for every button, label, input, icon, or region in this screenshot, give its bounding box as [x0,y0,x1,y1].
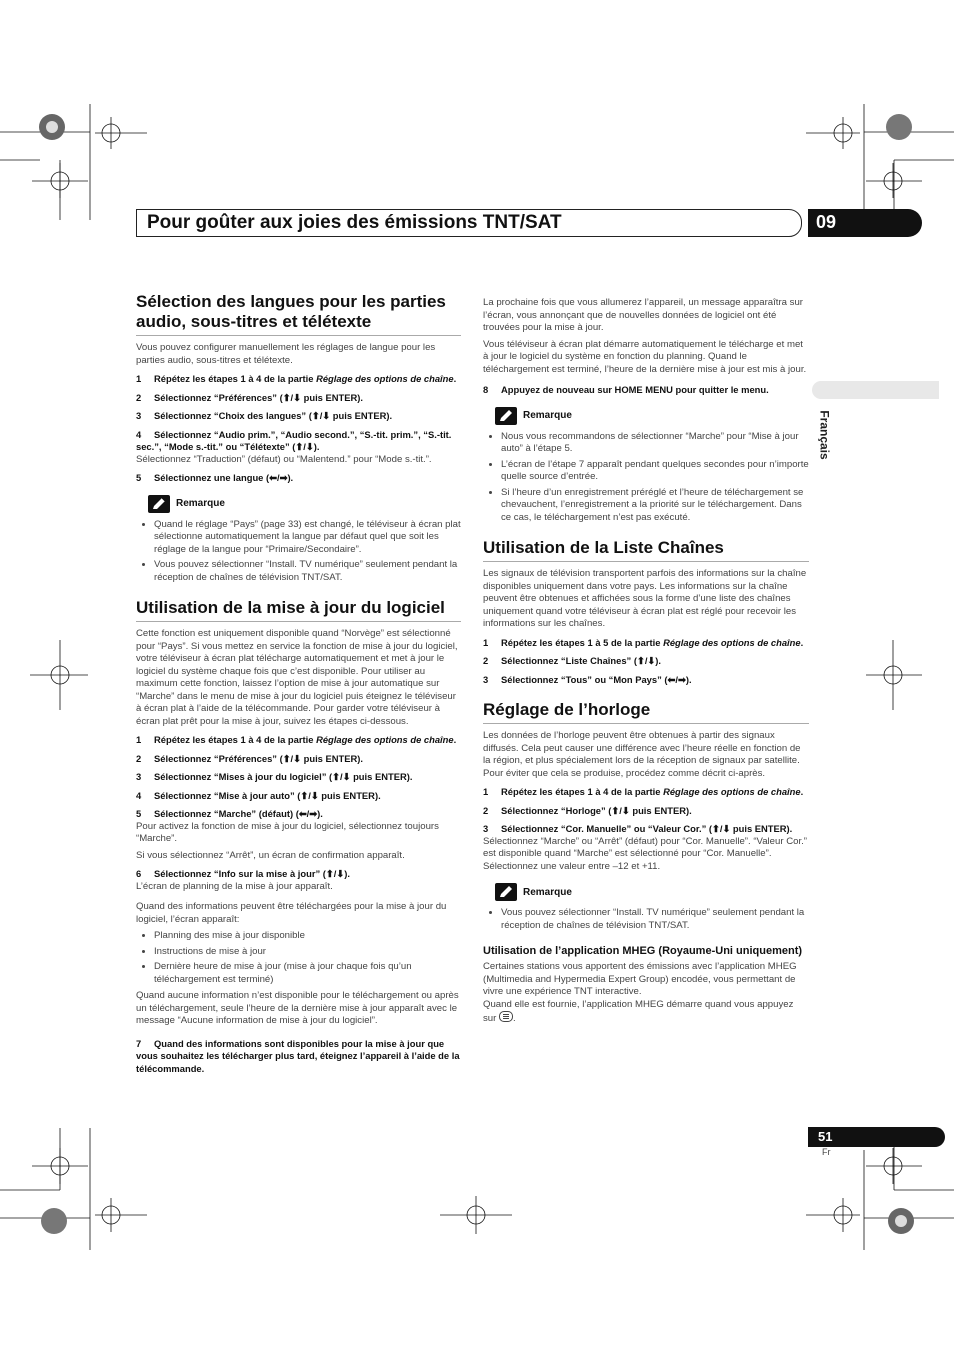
pencil-note-icon [148,495,170,513]
step-4-detail: Sélectionnez “Traduction” (défaut) ou “Malentend.” pour “Mode s.-tit.”. [136,453,432,465]
left-column [136,292,461,1078]
step-3: 3 Sélectionnez “Mises à jour du logiciel” (⬆/⬇ puis ENTER). [136,771,413,782]
step-2: 2 Sélectionnez “Liste Chaînes” (⬆/⬇). [483,655,662,666]
intro-text: Vous pouvez configurer manuellement les réglages de langue pour les parties audio, sous-titres et télétexte. [136,342,436,366]
step-3: 3 Sélectionnez “Cor. Manuelle” ou “Valeur Cor.” (⬆/⬇ puis ENTER). [483,823,793,834]
page-language-code: Fr [822,1147,831,1157]
text-button-icon [499,1011,513,1022]
chapter-number-badge [808,209,922,237]
section-title: Utilisation de la Liste Chaînes [483,538,809,562]
note-item: • L’écran de l’étape 7 apparaît pendant quelques secondes pour n’importe quelle source d’entrée. [501,459,809,484]
step-2: 2 Sélectionnez “Horloge” (⬆/⬇ puis ENTER). [483,804,692,816]
step-6-detail: L’écran de planning de la mise à jour apparaît. [136,880,333,892]
section-title: Réglage de l’horloge [483,700,809,724]
note-label: Remarque [523,410,572,421]
note-item: • Vous pouvez sélectionner “Install. TV numérique” seulement pendant la réception de chaînes de télévision TNT/SAT. [501,907,809,932]
chapter-number: 09 [816,212,837,232]
step-5: 5 Sélectionnez “Marche” (défaut) (⬅/➡). [136,808,323,819]
section-software-update [136,598,461,1075]
step-1: 1 Répétez les étapes 1 à 4 de la partie Réglage des options de chaîne. [483,786,804,797]
note-header [495,407,809,425]
section-clock [483,700,809,1026]
screen-info-list [136,930,461,986]
section-channel-list [483,538,809,686]
step-1: 1 Répétez les étapes 1 à 5 de la partie Réglage des options de chaîne. [483,636,804,648]
note-item: • Nous vous recommandons de sélectionner “Marche” pour “Mise à jour auto” à l’étape 5. [501,431,809,456]
chapter-title: Pour goûter aux joies des émissions TNT/SAT [147,212,562,233]
step-1: 1 Répétez les étapes 1 à 4 de la partie Réglage des options de chaîne. [136,373,457,384]
step-6-detail: Quand aucune information n’est disponible pour le téléchargement ou après un téléchargement, seule l’heure de la dernière mise à jour apparaît avec le message “Aucune information de mise à jour du logiciel”. [136,990,459,1026]
body-text: La prochaine fois que vous allumerez l’appareil, un message apparaîtra sur l’écran, vous annonçant que de nouvelles données de logiciel ont été trouvées pour la mise à jour. [483,297,803,333]
list-item: • Dernière heure de mise à jour (mise à jour chaque fois qu’un téléchargement est terminé) [154,961,461,986]
note-list [483,431,809,525]
step-1: 1 Répétez les étapes 1 à 4 de la partie Réglage des options de chaîne. [136,734,457,745]
language-text: Français [817,410,832,460]
page-number: 51 [818,1129,833,1144]
step-5-detail: Pour activez la fonction de mise à jour du logiciel, sélectionnez toujours “Marche”. [136,820,439,844]
step-5-detail: Si vous sélectionnez “Arrêt”, un écran de confirmation apparaît. [136,849,405,861]
note-item: • Vous pouvez sélectionner “Install. TV numérique” seulement pendant la réception de chaînes de télévision TNT/SAT. [154,559,461,584]
section-title: Utilisation de la mise à jour du logiciel [136,598,461,622]
pencil-note-icon [495,883,517,901]
step-6-detail: Quand des informations peuvent être téléchargées pour la mise à jour du logiciel, l’écran apparaît: [136,901,447,925]
step-8: 8 Appuyez de nouveau sur HOME MENU pour quitter le menu. [483,384,769,395]
note-label: Remarque [176,498,225,509]
body-text: Vous téléviseur à écran plat démarre automatiquement le télécharge et met à jour le logiciel du système en fonction du planning. Quand le téléchargement est terminé, l’heure de la dernière mise à jour est mis à jour. [483,338,807,375]
step-4: 4 Sélectionnez “Mise à jour auto” (⬆/⬇ puis ENTER). [136,789,381,801]
step-3-detail: Sélectionnez “Marche” ou “Arrêt” (défaut) pour “Cor. Manuelle”. “Valeur Cor.” est disponible quand “Marche” est sélectionné pour “Cor. Manuelle”. Sélectionnez une valeur entre –12 et +11. [483,835,808,872]
intro-text: Les signaux de télévision transportent parfois des informations sur la chaîne disponibles uniquement dans votre pays. Les informations sur la chaîne peuvent être obtenues et affichées sous la forme d’une liste des chaînes uniquement quand votre téléviseur à écran plat est réglé pour recevoir les informations sur les chaînes. [483,568,807,629]
step-2: 2 Sélectionnez “Préférences” (⬆/⬇ puis ENTER). [136,391,363,403]
note-label: Remarque [523,886,572,898]
note-list [483,907,809,932]
subsection-title: Utilisation de l’application MHEG (Royaume-Uni uniquement) [483,945,803,957]
language-label [818,408,842,468]
note-item: • Si l’heure d’un enregistrement préréglé et l’heure de téléchargement se chevauchent, l’enregistrement a la priorité sur le téléchargement. Dans ce cas, le téléchargement n’est pas exécuté. [501,487,809,525]
page-number-badge [808,1127,945,1147]
section-title: Sélection des langues pour les parties audio, sous-titres et télétexte [136,292,461,336]
note-header [495,883,809,901]
pencil-note-icon [495,407,517,425]
note-header [148,495,461,513]
body-text: Quand elle est fournie, l’application MHEG démarre quand vous appuyez sur . [483,998,794,1024]
step-7: 7 Quand des informations sont disponibles pour la mise à jour que vous souhaitez les télécharger plus tard, éteignez l’appareil à l’aide de la télécommande. [136,1037,460,1074]
list-item: • Planning des mise à jour disponible [154,930,461,943]
language-tab [812,381,939,399]
note-list [136,519,461,585]
body-text: Certaines stations vous apportent des émissions avec l’application MHEG (Multimedia and Hypermedia Expert Group) encodée, vous permettant de vivre une expérience TNT interactive. [483,961,797,997]
step-2: 2 Sélectionnez “Préférences” (⬆/⬇ puis ENTER). [136,752,363,764]
step-5: 5 Sélectionnez une langue (⬅/➡). [136,472,294,483]
step-3: 3 Sélectionnez “Tous” ou “Mon Pays” (⬅/➡). [483,673,692,685]
step-6: 6 Sélectionnez “Info sur la mise à jour” (⬆/⬇). [136,868,350,879]
step-3: 3 Sélectionnez “Choix des langues” (⬆/⬇ puis ENTER). [136,410,393,421]
right-column [483,297,809,1030]
list-item: • Instructions de mise à jour [154,946,461,959]
chapter-header-bar [136,209,802,237]
note-item: • Quand le réglage “Pays” (page 33) est changé, le téléviseur à écran plat sélectionne automatiquement la langue par défaut quel que soit les réglage de la langue pour “Primaire/Secondaire”. [154,519,461,557]
section-language-selection [136,292,461,584]
intro-text: Cette fonction est uniquement disponible quand “Norvège” est sélectionné pour “Pays”. Si vous mettez en service la fonction de mise à jour du logiciel, votre téléviseur à écran plat télécharge automatiquement et met à jour le logiciel du système chaque fois que c’est disponible. Pour utiliser au maximum cette fonction, laissez l’option de mise à jour automatique sur “Marche” dans le menu de mise à jour du logiciel puis éteignez le téléviseur à écran plat à l’aide de la télécommande. Pour garder votre téléviseur à écran plat prêt pour la mise à jour, suivez les étapes ci-dessous. [136,628,458,727]
intro-text: Les données de l’horloge peuvent être obtenues à partir des signaux diffusés. Cela peut causer une différence avec l’heure réelle en fonction de la région, et plus spécialement lors de la réception de signaux par satellite. Pour éviter que cela se produise, procédez comme décrit ci-après. [483,730,801,779]
step-4: 4 Sélectionnez “Audio prim.”, “Audio second.”, “S.-tit. prim.”, “S.-tit. sec.”, “Mode s.-tit.” ou “Télétexte” (⬆/⬇). [136,428,452,452]
